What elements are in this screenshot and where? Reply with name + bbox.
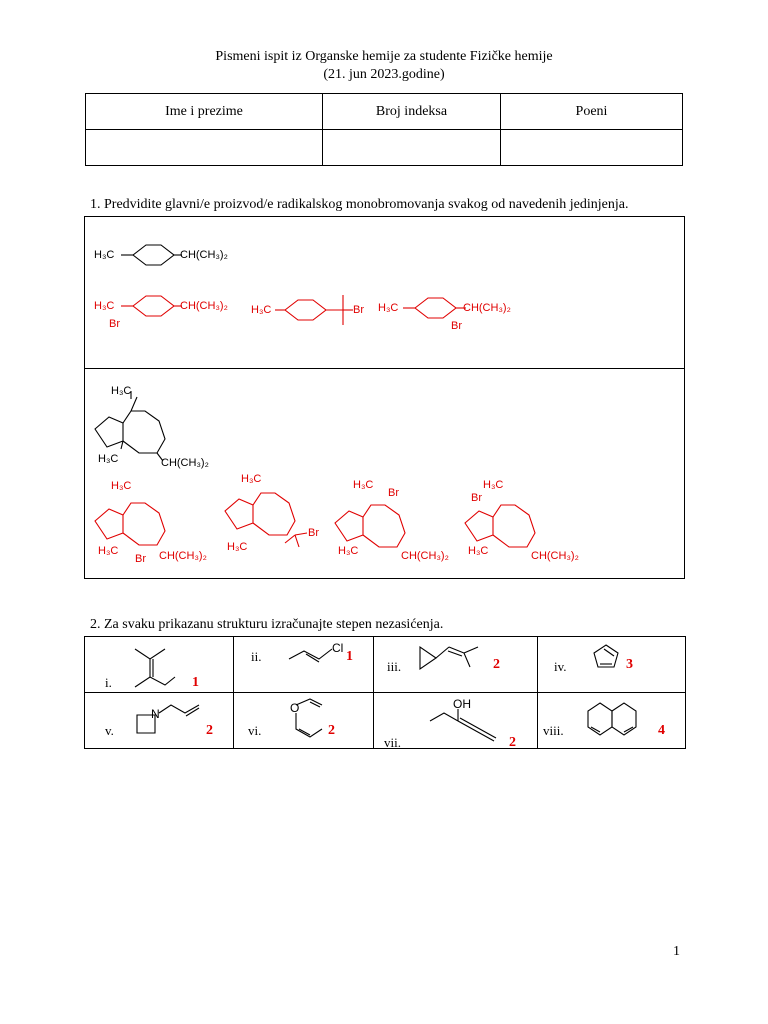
cell-vi: [234, 693, 374, 749]
cyclopentane-ring: [95, 417, 123, 447]
item-number: vii.: [384, 735, 401, 750]
answer-ii: 1: [346, 649, 353, 664]
p6-h3c-top: H₃C: [353, 479, 374, 491]
name-field[interactable]: [86, 130, 323, 166]
p6-h3c-bottom: H₃C: [338, 545, 359, 557]
structure-viii: [538, 693, 688, 748]
p5-br: Br: [308, 527, 319, 539]
index-field[interactable]: [323, 130, 501, 166]
cell-vii: [374, 693, 538, 749]
page-number: 1: [673, 944, 680, 959]
cell-iv: [538, 637, 686, 693]
p7-ch32: CH(CH₃)₂: [531, 550, 579, 562]
points-field[interactable]: [501, 130, 683, 166]
cell-v: [85, 693, 234, 749]
bromination-structures: [85, 217, 686, 580]
student-info-table: [85, 93, 683, 166]
answer-vii: 2: [509, 735, 516, 750]
oxygen-label: O: [290, 701, 300, 715]
p3-h3c: H₃C: [378, 302, 399, 314]
exam-date: (21. jun 2023.godine): [323, 67, 445, 82]
item-number: v.: [105, 723, 114, 738]
answer-i: 1: [192, 675, 199, 690]
p3-br: Br: [451, 320, 462, 332]
p1-br: Br: [109, 318, 120, 330]
cell-viii: [538, 693, 686, 749]
item-number: viii.: [543, 723, 564, 738]
p1-h3c: H₃C: [94, 300, 115, 312]
item-number: vi.: [248, 723, 262, 738]
nitrogen-label: N: [151, 707, 160, 721]
p4-ch32: CH(CH₃)₂: [159, 550, 207, 562]
p6-br: Br: [388, 487, 399, 499]
exam-title: Pismeni ispit iz Organske hemije za studente Fizičke hemije: [215, 49, 553, 64]
c2-h3c-top: H₃C: [111, 385, 132, 397]
answer-iii: 2: [493, 657, 500, 672]
answer-v: 2: [206, 723, 213, 738]
p3-ch32: CH(CH₃)₂: [463, 302, 511, 314]
chlorine-label: Cl: [332, 641, 344, 655]
column-points: Poeni: [501, 94, 683, 130]
p2-h3c: H₃C: [251, 304, 272, 316]
p5-h3c-bottom: H₃C: [227, 541, 248, 553]
cell-ii: [234, 637, 374, 693]
cell-i: [85, 637, 234, 693]
item-number: iii.: [387, 659, 402, 674]
question-2-text: 2. Za svaku prikazanu strukturu izračunajte stepen nezasićenja.: [90, 617, 444, 632]
item-number: i.: [105, 675, 112, 690]
answer-viii: 4: [658, 723, 665, 738]
c2-h3c-bottom: H₃C: [98, 453, 119, 465]
p7-h3c-bottom: H₃C: [468, 545, 489, 557]
p7-h3c-top: H₃C: [483, 479, 504, 491]
item-number: iv.: [554, 659, 567, 674]
cell-iii: [374, 637, 538, 693]
p4-h3c-bottom: H₃C: [98, 545, 119, 557]
p1-ch32: CH(CH₃)₂: [180, 300, 228, 312]
item-number: ii.: [251, 649, 262, 664]
structure-vi: [234, 693, 373, 748]
p4-br: Br: [135, 553, 146, 565]
question-1-box: [84, 216, 685, 579]
p6-ch32: CH(CH₃)₂: [401, 550, 449, 562]
unsaturation-table: [84, 636, 686, 749]
answer-vi: 2: [328, 723, 335, 738]
c2-ch32: CH(CH₃)₂: [161, 457, 209, 469]
column-name: Ime i prezime: [86, 94, 323, 130]
question-1-text: 1. Predvidite glavni/e proizvod/e radikalskog monobromovanja svakog od navedenih jedinjenja.: [90, 197, 629, 212]
cyclohexane-ring: [133, 245, 174, 265]
p5-h3c-top: H₃C: [241, 473, 262, 485]
answer-iv: 3: [626, 657, 633, 672]
p2-br: Br: [353, 304, 364, 316]
p7-br: Br: [471, 492, 482, 504]
p4-h3c-top: H₃C: [111, 480, 132, 492]
c1-ch32: CH(CH₃)₂: [180, 249, 228, 261]
c1-h3c: H₃C: [94, 249, 115, 261]
column-index: Broj indeksa: [323, 94, 501, 130]
hydroxyl-label: OH: [453, 697, 471, 711]
